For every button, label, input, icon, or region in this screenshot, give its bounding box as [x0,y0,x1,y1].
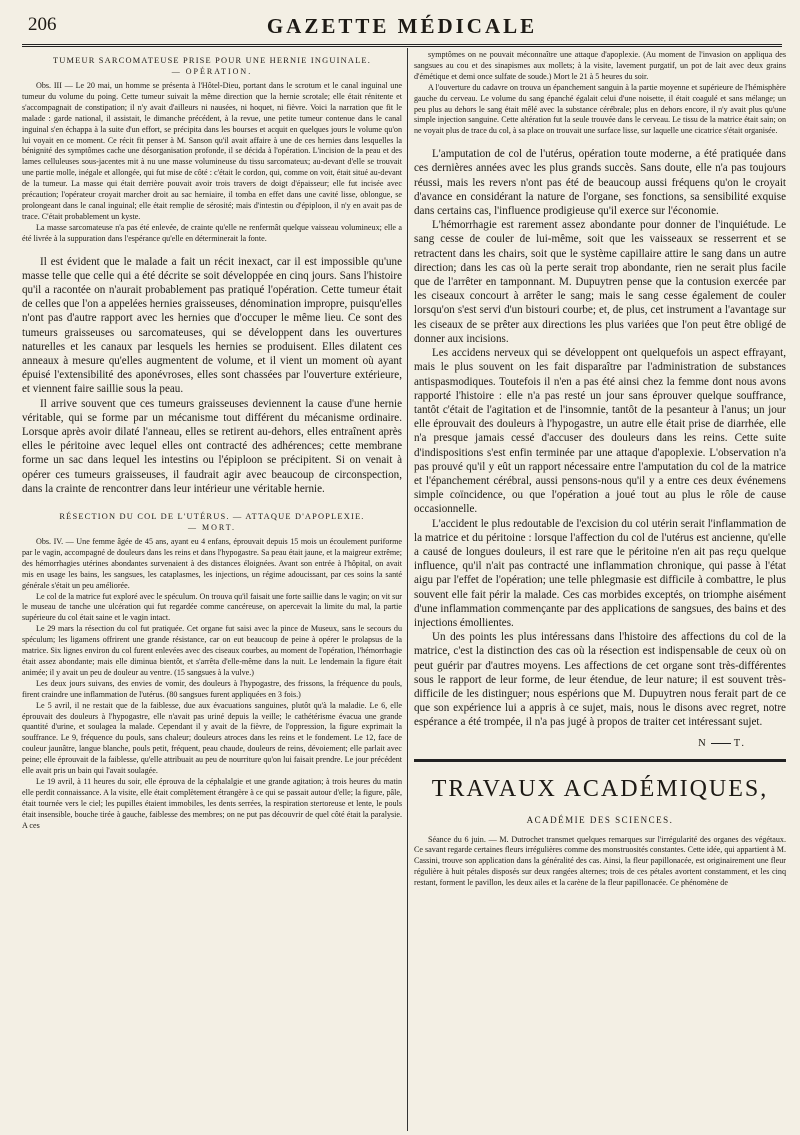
observation-4-paragraph: Le 29 mars la résection du col fut pratiquée. Cet organe fut saisi avec la pince de Museux, sans le secours du spéculum; les ligamens offrirent une grande résistance, car on eut beaucoup de peine à opérer le prolapsus de la matrice. Six lignes environ du col furent enlevées avec des ciseaux courbes, au moment de l'opération, l'hémorrhagie était assez abondante; mais elle diminua bientôt, et s'arrêta d'elle-même dans la nuit. Le lendemain la figure était animée; il y avait un peu de douleur au ventre. (15 sangsues à la vulve.) [22,624,402,677]
section-title-tumeur: TUMEUR SARCOMATEUSE PRISE POUR UNE HERNIE INGUINALE. [52,56,372,65]
observation-4-continued: symptômes on ne pouvait méconnaître une attaque d'apoplexie. (Au moment de l'invasion on appliqua des sangsues au cou et des sinapismes aux mollets; à la visite, lavement purgatif, un pot de lait avec deux grains d'émétique et demi once sulfate de soude.) Mort le 21 à 5 heures du soir. [414,50,786,81]
page-header [22,10,782,42]
section-rule [414,759,786,762]
observation-4-paragraph: Le 19 avril, à 11 heures du soir, elle éprouva de la céphalalgie et une grande agitation; à trois heures du matin elle perdit connaissance. A la visite, elle était complètement étrangère à ce qui se passait autour d'elle; la figure, pâle, était tournée vers le ciel; les pupilles étaient immobiles, les dents serrées, la respiration stertoreuse et lente, le pouls était insensible, bouche tirée à gauche, faiblesse des membres; on ne put pas découvrir de quel côté était la paralysie. A ces [22,776,402,830]
page-number: 206 [28,14,57,35]
observation-4-paragraph: Le col de la matrice fut exploré avec le spéculum. On trouva qu'il faisait une forte saillie dans le vagin; on vit sur le museau de tanche une ulcération qui fut regardée comme cancéreuse, on apercevait la limite du mal, la partie supérieure du col était saine et le vagin intact. [22,591,402,623]
commentary-paragraph: Il arrive souvent que ces tumeurs graisseuses deviennent la cause d'une hernie véritable, qui se forme par un mécanisme tout différent du mécanisme ordinaire. Lorsque après avoir dilaté l'anneau, elles se retirent au-dehors, elles entraînent après elles le péritoine avec lequel elles ont contracté des adhérences; cette membrane forme un sac dans lequel les intestins ou l'épiploon se précipitent. Si on venait à opérer ces tumeurs graisseuses, il faudrait agir avec beaucoup de circonspection, dans la crainte de rencontrer dans leur intérieur une véritable hernie. [22,397,402,495]
autopsy-paragraph: A l'ouverture du cadavre on trouva un épanchement sanguin à la partie moyenne et supérieure de l'hémisphère gauche du cerveau. Le volume du sang épanché égalait celui d'une noisette, il était coagulé et sans mélange; un peu plus au dehors le sang était mêlé avec la substance cérébrale; plus en dehors encore, il n'y avait plus qu'une simple injection sanguine. Cette altération fut la seule trouvée dans le cerveau. Le tissu de la matrice était sain; on ne voyait plus de trace du col, à sa place on trouvait une surface lisse, sur laquelle une cicatrice s'était organisée. [414,82,786,136]
author-signature: N T. [698,737,746,749]
observation-4-paragraph: Le 5 avril, il ne restait que de la faiblesse, due aux évacuations sanguines, plutôt qu'à la maladie. Le 6, elle éprouvait des douleurs à l'hypogastre, elle n'avait pas uriné depuis la veille; le cathétérisme évacua une grande quantité d'urine, et soulagea la malade. Cependant il y avait de la fièvre, de l'oppression, la figure exprimait la souffrance. Le 9, fréquence du pouls, sans chaleur; douleurs atroces dans les reins et le fondement. Le 12, face de couleur jaunâtre, langue blanche, pouls petit, fréquent, peau chaude, douleurs de reins, dévoiement; elle parlait avec peine; elle éprouvait de la faiblesse, qu'elle attribuait au peu de nourriture qu'on lui faisait prendre. Le jour précédent elle avait pris un bain qui l'avait soulagée. [22,700,402,776]
travaux-title: TRAVAUX ACADÉMIQUES, [431,775,769,802]
section-subtitle-mort: — MORT. [187,523,237,533]
column-divider [407,48,408,1131]
academie-heading: ACADÉMIE DES SCIENCES. [526,814,674,825]
commentary-paragraph: Un des points les plus intéressans dans l'histoire des affections du col de la matrice, c'est la distinction des cas où la résection est indispensable de ceux où on peut guérir par d'autres moyens. Les affections de cet organe sont très-différentes sous le rapport de leur forme, de leur étendue, de leur nature; il est souvent très-difficile de les distinguer; nous espérions que M. Dupuytren nous ferait part de ce que son expérience lui a appris à ce sujet, mais, nous le disons avec regret, notre espérance a été trompée, il n'a pas jugé à propos de traiter cet intéressant sujet. [414,631,786,729]
commentary-paragraph: Il est évident que le malade a fait un récit inexact, car il est impossible qu'une masse telle que celle qui a été décrite se soit développée en cinq jours. Sans l'histoire qu'il a racontée on n'aurait probablement pas pratiqué l'opération. Cette tumeur était de celles que l'on a appelées hernies graisseuses, dénomination impropre, puisqu'elles n'ont pas d'autre rapport avec les hernies que d'occuper le même lieu. Ce sont des tumeurs graisseuses ou sarcomateuses, qui se développent dans les ouvertures naturelles et les canaux par lesquels les hernies se produisent. Elles dilatent ces anneaux à mesure qu'elles augmentent de volume, et il vient un moment où ayant épuisé l'extensibilité des aponévroses, elles sont chassées par l'ouverture extérieure, et viennent faire saillie sous la peau. [22,255,402,396]
header-rule [22,44,782,47]
right-column [414,50,786,1131]
observation-4-paragraph: Obs. IV. — Une femme âgée de 45 ans, ayant eu 4 enfans, éprouvait depuis 15 mois un écoulement puriforme par le vagin, accompagné de douleurs dans les reins et dans l'hypogastre. Sa peau était jaune, et la maigreur extrême; des hémorrhagies utérines abondantes survenaient à des distances éloignées. Avant son entrée à l'hôpital, on avait mis en usage les bains, les sangsues, les cataplasmes, les injections, un régime adoucissant, par ces soins la santé générale s'était un peu améliorée. [22,537,402,590]
commentary-paragraph: L'accident le plus redoutable de l'excision du col utérin serait l'inflammation de la matrice et du péritoine : lorsque l'affection du col de l'utérus est ancienne, qu'elle a causé de longues douleurs, il est rare que le péritoine n'en ait pas reçu quelque influence, qu'il n'ait pas contracté une inflammation chronique, qui passe à l'état aigu par l'effet de l'opération; une telle phlegmasie est difficile à combattre, le plus souvent elle fait périr la malade. Ces cas morbides exceptés, on triomphe aisément d'une inflammation commençante par des applications de sangsues, des bains et des injections émollientes. [414,517,786,629]
section-subtitle-operation: — OPÉRATION. [171,67,253,76]
commentary-paragraph: L'hémorrhagie est rarement assez abondante pour donner de l'inquiétude. Le sang cesse de couler de lui-même, soit que les vaisseaux se resserrent et se retractent dans les chairs, soit que le système capillaire attire le sang dans un autre direction; dans les cas où la perte serait trop abondante, rien ne serait plus facile que de l'arrêter en tamponnant. M. Dupuytren pense que la contusion exercée par les ciseaux concourt à arrêter le sang; mais le sang cesse également de couler lorsqu'on s'est servi d'un bistouri courbe; et, de plus, cet instrument a l'avantage sur les ciseaux de se prêter aux directions les plus variées que l'on peut être obligé de donner aux incisions. [414,219,786,345]
observation-4-paragraph: Les deux jours suivans, des envies de vomir, des douleurs à l'hypogastre, des frissons, la fréquence du pouls, firent craindre une inflammation de l'utérus. (80 sangsues furent appliquées en 3 fois.) [22,678,402,699]
seance-paragraph: Séance du 6 juin. — M. Dutrochet transmet quelques remarques sur l'irrégularité des organes des végétaux. Ce savant regarde certaines fleurs irrégulières comme des monstruosités constantes. Cette idée, qui appartient à M. Cassini, trouve son application dans la généralité des cas. Ainsi, la fleur papillonacée, est originairement une fleur régulière à huit pétales disposés sur deux rangées alternes; trois de ces pétales avortent constamment, et les cinq restant, forment le pavillon, les deux ailes et la carène de la fleur papillonacée. Ce phénomène de [414,834,786,888]
journal-title: GAZETTE MÉDICALE [266,14,538,38]
commentary-paragraph: Les accidens nerveux qui se développent ont quelquefois un aspect effrayant, mais le plus souvent on les fait disparaître par l'administration de substances antispasmodiques. Toutefois il n'en a pas été ainsi chez la femme dont nous avons rapporté l'histoire : elle n'a pas resté un jour sans éprouver quelque souffrance, tantôt c'était de l'agitation et de l'insomnie, tantôt de la pesanteur à l'anus; un jour elle éprouvait des douleurs à l'hypogastre, un autre elle était prise de diarrhée, elle n'a presque jamais cessé d'accuser des douleurs dans les reins. Cette suite d'indispositions s'est enfin terminée par une attaque d'apoplexie. L'observation n'a pas prouvé qu'il y eût un rapport nécessaire entre l'amputation du col de la matrice et l'épanchement cérébral, aussi pensons-nous qu'il y a entre ces deux événemens simple coïncidence, ou que l'opération a joué tout au plus le rôle de cause occasionnelle. [414,347,786,516]
commentary-paragraph: L'amputation de col de l'utérus, opération toute moderne, a été pratiquée dans ces dernières années avec les plus grands succès. Sans doute, elle n'a pas toujours réussi, mais les revers n'ont pas été de beaucoup aussi fréquens qu'on le croyait d'avance en considérant la nature de l'organe, ses fonctions, sa sensibilité exquise dans certains cas, l'influence prodigieuse qu'il exerce sur l'économie. [414,148,786,218]
observation-3-followup: La masse sarcomateuse n'a pas été enlevée, de crainte qu'elle ne renfermât quelque vaisseau volumineux; elle a été livrée à la suppuration dans l'espérance qu'elle en déterminerait la fonte. [22,222,402,243]
left-column [22,50,402,1131]
section-title-resection: RÉSECTION DU COL DE L'UTÉRUS. — ATTAQUE D'APOPLEXIE. [59,512,365,522]
observation-3: Obs. III — Le 20 mai, un homme se présenta à l'Hôtel-Dieu, portant dans le scrotum et le canal inguinal une tumeur du volume du poing. Cette tumeur suivait la même direction que la hernie scrotale; elle était rénitente et s'accompagnait de constipation; il n'y avait d'ailleurs ni nausées, ni hoquet, ni fièvre. Voici la narration que fit le malade : garde national, il assistait, le dimanche précédent, à la revue, une petite tumeur contenue dans le canal inguinal s'en échappa à la suite d'un effort, se précipita dans les bourses et acquit en quelques jours le volume qu'on lui voyait en ce moment. Ce récit fit penser à M. Sanson qu'il avait affaire à une de ces hernies dans lesquelles la bénignité des symptômes cache une désorganisation profonde, il se décida à l'opération. L'incision de la peau et des lames celluleuses sous-jacentes mit à nu une masse volumineuse du tissu sarcomateux; au-devant d'elle se trouvait une partie molle, inégale et allongée, qui fut mise de côté : c'était le cordon, qui, comme on voit, était situé au-devant de la tumeur. La masse qui était derrière pouvait avoir trois travers de doigt d'épaisseur; elle fut incisée avec précaution; l'opérateur croyait marcher droit au sac herniaire, il tomba en effet dans une cavité lisse, oblongue, se prolongeant dans le canal inguinal; elle était remplie de sérosité; mais d'intestin ou d'épiploon, il n'y en avait pas de trace. C'était probablement un kyste. [22,81,402,221]
